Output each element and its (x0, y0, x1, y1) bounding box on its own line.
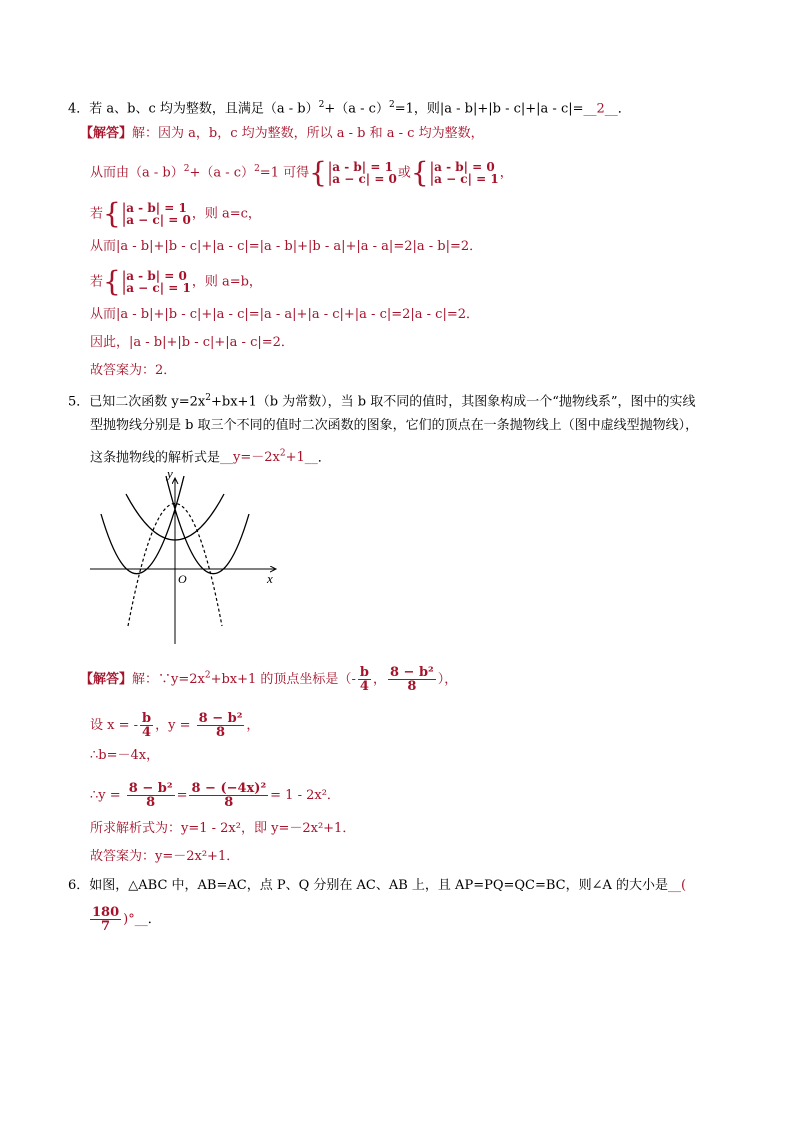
q5-s1-frac1 (358, 666, 371, 693)
q5-ans-b: +1__ (285, 450, 318, 466)
q6-frac-num: 180 (92, 905, 120, 920)
q5-s4-frac1-num: 8 − b² (128, 781, 173, 796)
q4-sys4-top: |a - b| = 0 (121, 269, 187, 283)
q4-sol-1: 解：因为 a，b，c 均为整数，所以 a - b 和 a - c 均为整数， (132, 126, 484, 141)
q5-s1-comma: ， (372, 672, 386, 687)
q5-s2-frac1-den: 4 (142, 725, 152, 740)
q4-solution-line3 (90, 197, 261, 230)
q5-l3-a: 这条抛物线的解析式是 (90, 450, 221, 466)
q5-s4-frac2 (189, 782, 268, 809)
q5-s4-eq: = (176, 788, 188, 803)
q4-l2-b: +（a - c） (189, 165, 255, 181)
q5-s2-frac2-num: 8 − b² (198, 711, 243, 726)
q5-s1-frac2-den: 8 (407, 679, 417, 694)
q5-s2-frac2-den: 8 (216, 725, 226, 740)
q6-question-line1 (68, 877, 686, 895)
q5-ans-a: __y=－2x (220, 450, 280, 466)
q4-solution-line8: 故答案为：2． (90, 363, 177, 378)
q4-sys3-top: |a - b| = 1 (121, 201, 187, 215)
q4-sys2-bot: |a − c| = 1 (429, 171, 499, 186)
q4-l5-b: ，则 a=b， (191, 274, 262, 290)
q6-question-line2 (88, 906, 161, 933)
q4-sup2: 2 (388, 100, 395, 110)
q5-s2-b: ，y = (155, 718, 195, 733)
q5-l1-a: 已知二次函数 y=2x (89, 394, 206, 410)
q4-solution-label: 【解答】 (80, 126, 133, 141)
origin-label: O (178, 572, 187, 586)
q5-s4-a: ∴y = (90, 788, 125, 803)
q6-frac-den: 7 (101, 919, 111, 934)
q5-number: 5． (68, 394, 90, 410)
q4-solution-line7: 因此，|a - b|+|b - c|+|a - c|=2． (90, 335, 294, 350)
brace-icon: { (410, 155, 429, 189)
q4-system1 (328, 161, 397, 185)
q4-l5-a: 若 (90, 274, 104, 290)
q5-s2-a: 设 x = (90, 718, 134, 733)
q5-s1-end: ）， (437, 672, 458, 687)
q4-text-a: 若 a、b、c 均为整数，且满足（a - b） (89, 101, 319, 117)
q4-solution-line6: 从而|a - b|+|b - c|+|a - c|=|a - a|+|a - c|+|a - c|=2|a - c|=2． (90, 307, 480, 322)
brace-icon: { (309, 155, 327, 189)
q5-s2-frac1-num: b (142, 711, 152, 726)
q5-question-line2: 型抛物线分别是 b 取三个不同的值时二次函数的图象，它们的顶点在一条抛物线上（图中虚线型抛物线）， (90, 418, 699, 433)
q5-l1-sup: 2 (205, 393, 211, 403)
q5-s2-frac1 (140, 712, 153, 739)
q4-text-b: +（a - c） (324, 101, 389, 117)
solid-parabola-right (166, 476, 249, 574)
q4-l2-sup2: 2 (254, 164, 260, 174)
parabola-figure (88, 466, 288, 646)
q5-ans-sup: 2 (279, 449, 286, 459)
q4-end: ． (617, 101, 631, 117)
q4-question (68, 96, 631, 118)
q5-solution-line2 (90, 712, 259, 739)
q5-s4-frac1-den: 8 (146, 795, 156, 810)
q4-sys3-bot: |a − c| = 0 (121, 213, 191, 227)
axis-label-y: y (167, 466, 173, 481)
brace-icon: { (103, 265, 121, 298)
q5-s1-frac2-num: 8 − b² (389, 665, 434, 680)
q4-sys1-top: |a - b| = 1 (327, 159, 393, 174)
q4-l2-sup1: 2 (183, 164, 190, 174)
q5-s1-frac1-den: 4 (359, 679, 369, 694)
q5-s1-a: 解：∵y=2x (132, 672, 205, 687)
q4-l2-a: 从而由（a - b） (90, 165, 184, 181)
q5-answer (220, 450, 318, 465)
q4-system4 (122, 270, 191, 294)
q6-number: 6． (68, 878, 90, 893)
q4-l3-b: ，则 a=c， (191, 206, 261, 222)
q6-end: ． (147, 912, 161, 927)
q6-answer-fraction (90, 906, 121, 933)
q4-l3-a: 若 (90, 206, 104, 222)
q5-s1-frac2 (388, 666, 436, 693)
q5-solution-line1 (80, 666, 457, 693)
q5-solution-line5: 所求解析式为：y=1 - 2x²，即 y=－2x²+1． (90, 821, 356, 836)
q5-solution-line4 (90, 782, 340, 809)
q5-s4-frac2-num: 8 − (−4x)² (191, 781, 267, 796)
q5-l1-b: +bx+1（b 为常数），当 b 取不同的值时，其图象构成一个“抛物线系”，图中的实线 (211, 394, 696, 410)
q4-sup1: 2 (318, 100, 325, 110)
q4-solution-line2 (90, 155, 513, 189)
q6-ans-close: )°__ (123, 912, 148, 927)
solid-parabola-left (101, 476, 184, 574)
q4-l2-c: =1 可得 (259, 165, 310, 181)
q6-text: 如图，△ABC 中，AB=AC，点 P、Q 分别在 AC、AB 上，且 AP=PQ=QC=BC，则∠A 的大小是 (89, 878, 669, 893)
q5-s1-frac1-num: b (359, 665, 369, 680)
q5-solution-line6: 故答案为：y=－2x²+1． (90, 849, 240, 864)
q5-question-line3 (90, 445, 331, 467)
q4-l2-or: 或 (397, 165, 411, 181)
q4-solution-line5 (90, 265, 262, 298)
q5-s1-b: +bx+1 的顶点坐标是（ (210, 672, 352, 687)
q4-sys4-bot: |a − c| = 1 (121, 281, 191, 295)
q5-s2-end: ， (246, 718, 260, 733)
brace-icon: { (103, 197, 121, 230)
q5-solution-label: 【解答】 (80, 672, 133, 687)
q5-l3-end: ． (317, 450, 331, 466)
q5-s2-frac2 (197, 712, 245, 739)
q5-solution-line3: ∴b=－4x， (90, 748, 160, 763)
q4-number: 4． (68, 101, 90, 117)
q4-solution-line4: 从而|a - b|+|b - c|+|a - c|=|a - b|+|b - a|+|a - a|=2|a - b|=2． (90, 239, 483, 254)
q4-solution-line1 (80, 125, 484, 143)
q4-text-c: =1，则|a - b|+|b - c|+|a - c|= (394, 101, 584, 117)
q4-system3 (122, 202, 191, 226)
q4-answer: __2__ (583, 101, 618, 117)
q4-l2-end: ， (499, 165, 513, 181)
q5-s1-sup: 2 (204, 670, 211, 681)
q5-s4-frac2-den: 8 (224, 795, 234, 810)
q5-s4-b: = 1 - 2x²． (270, 788, 340, 803)
axis-label-x: x (267, 571, 273, 586)
q4-system2 (430, 161, 499, 185)
q5-s1-minus: - (351, 672, 356, 687)
q5-s1 (132, 665, 458, 694)
q4-sys2-top: |a - b| = 0 (429, 159, 495, 174)
q5-s4-frac1 (127, 782, 175, 809)
q5-question-line1 (68, 389, 696, 411)
q5-s2-minus: - (133, 718, 139, 733)
q6-ans-open: __( (668, 878, 687, 893)
q4-sys1-bot: |a − c| = 0 (327, 171, 397, 186)
